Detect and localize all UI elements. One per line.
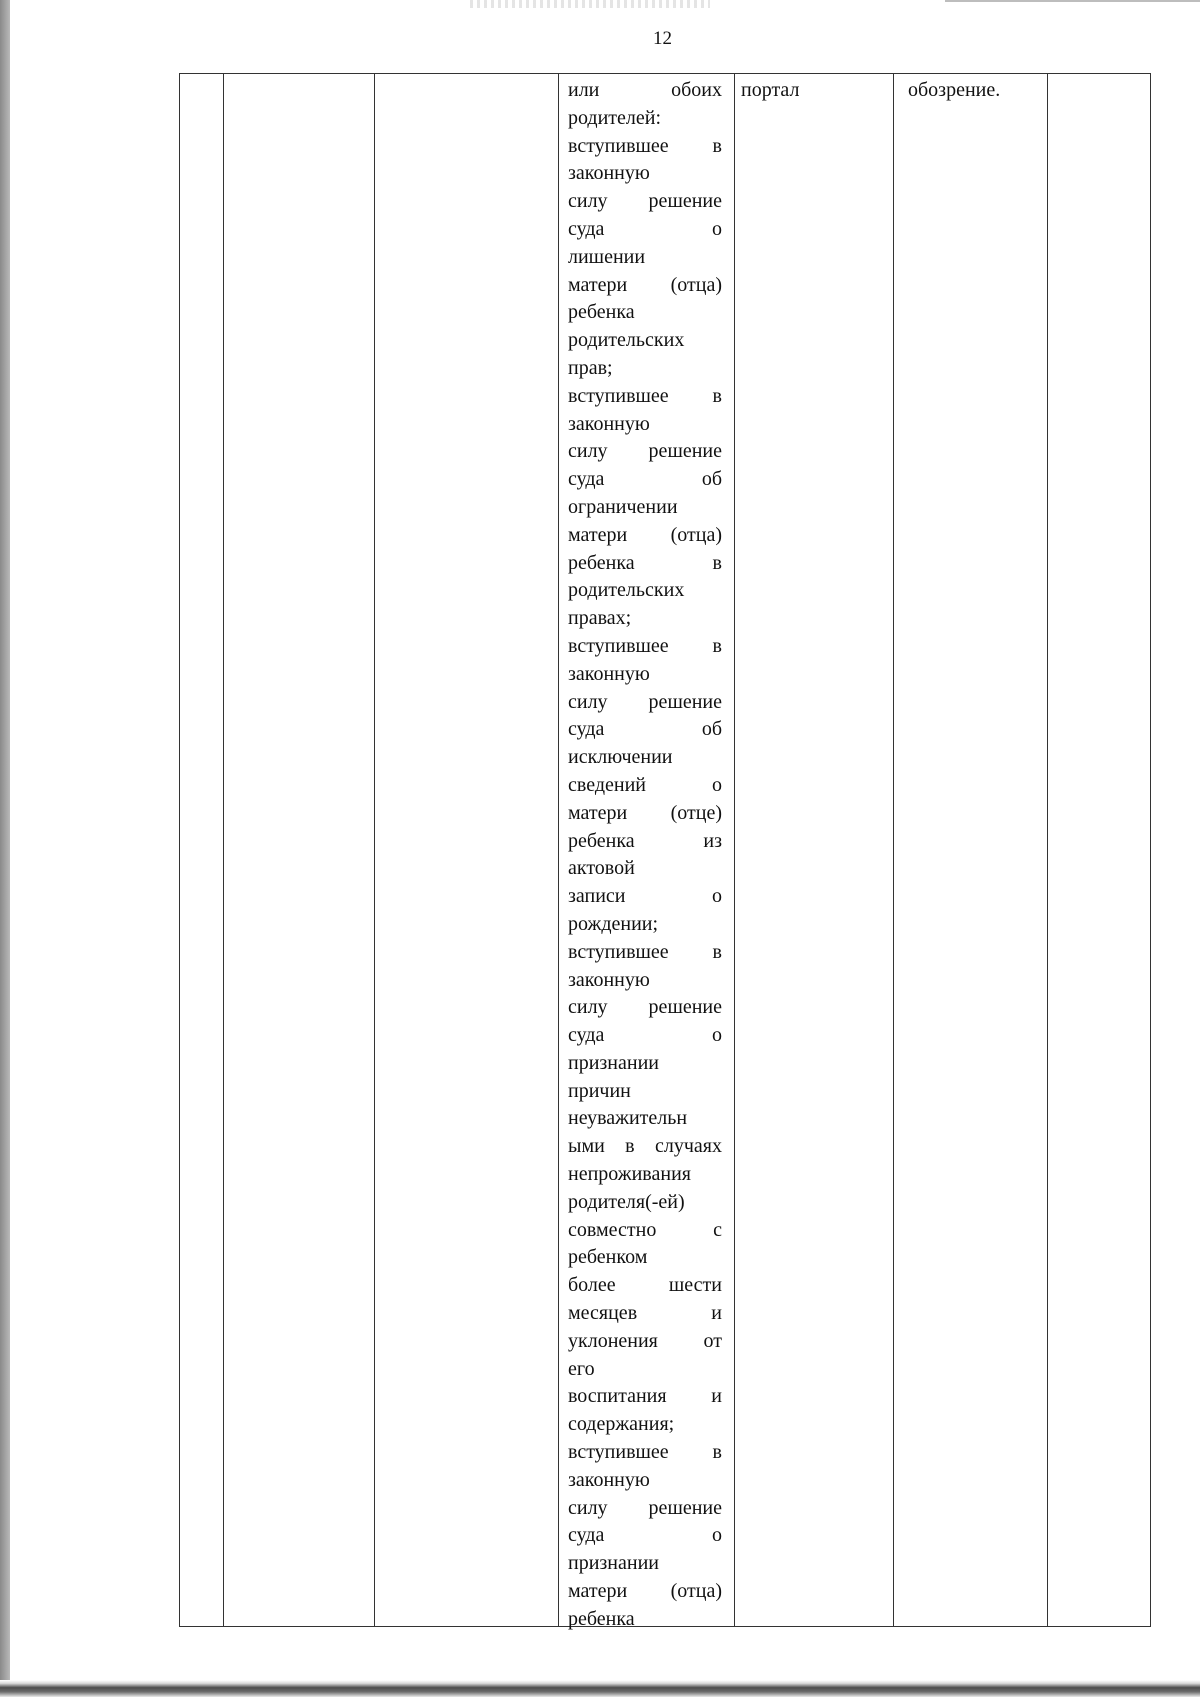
list-item: признании — [568, 1051, 659, 1074]
list-item: суда об — [568, 718, 722, 741]
list-item: более шести — [568, 1274, 722, 1297]
list-item: силу решение — [568, 440, 722, 463]
table-cell-review: обозрение. — [908, 79, 1001, 101]
scan-top-noise — [470, 0, 710, 8]
list-item: вступившее в — [568, 634, 722, 657]
list-item: ребенка из — [568, 829, 722, 852]
column-divider-2 — [374, 74, 375, 1626]
list-item: записи о — [568, 885, 722, 908]
list-item: лишении — [568, 245, 646, 268]
list-item: вступившее в — [568, 940, 722, 963]
list-item: ребенка в — [568, 551, 722, 574]
scan-bottom-edge — [0, 1680, 1200, 1697]
list-item: месяцев и — [568, 1302, 722, 1325]
column-divider-5 — [893, 74, 894, 1626]
page-number: 12 — [653, 28, 672, 49]
scan-left-edge — [0, 0, 10, 1697]
list-item: его — [568, 1357, 595, 1380]
list-item: силу решение — [568, 690, 722, 713]
list-item: содержания; — [568, 1413, 675, 1436]
list-item: законную — [568, 162, 650, 185]
list-item: причин — [568, 1079, 631, 1102]
list-item: суда о — [568, 217, 722, 240]
list-item: вступившее в — [568, 134, 722, 157]
table-cell-documents-list — [568, 77, 722, 1634]
list-item: родительских — [568, 329, 685, 352]
document-table — [179, 73, 1151, 1630]
list-item: сведений о — [568, 773, 722, 796]
list-item: законную — [568, 662, 650, 685]
list-item: матери (отца) — [568, 523, 722, 546]
list-item: родительских — [568, 579, 685, 602]
list-item: ребенком — [568, 1246, 648, 1269]
list-item: прав; — [568, 356, 613, 379]
list-item: законную — [568, 412, 650, 435]
list-item: матери (отца) — [568, 273, 722, 296]
list-item: силу решение — [568, 996, 722, 1019]
list-item: признании — [568, 1552, 659, 1575]
list-item: законную — [568, 968, 650, 991]
list-item: матери (отце) — [568, 801, 722, 824]
column-divider-6 — [1047, 74, 1048, 1626]
list-item: непроживания — [568, 1163, 691, 1186]
list-item: вступившее в — [568, 1441, 722, 1464]
list-item: законную — [568, 1468, 650, 1491]
list-item: силу решение — [568, 190, 722, 213]
list-item: воспитания и — [568, 1385, 722, 1408]
list-item: рождении; — [568, 912, 659, 935]
list-item: актовой — [568, 857, 635, 880]
list-item: неуважительн — [568, 1107, 688, 1130]
list-item: родителей: — [568, 106, 662, 129]
list-item: родителя(-ей) — [568, 1190, 685, 1213]
list-item: правах; — [568, 607, 632, 630]
list-item: или обоих — [568, 79, 722, 101]
list-item: ребенка — [568, 301, 635, 324]
list-item: ребенка — [568, 1607, 635, 1630]
list-item: ыми в случаях — [568, 1135, 722, 1158]
column-divider-1 — [223, 74, 224, 1626]
table-cell-portal: портал — [741, 79, 800, 101]
list-item: ограничении — [568, 495, 678, 518]
list-item: матери (отца) — [568, 1580, 722, 1603]
column-divider-4 — [734, 74, 735, 1626]
list-item: уклонения от — [568, 1329, 722, 1352]
list-item: суда об — [568, 468, 722, 491]
list-item: силу решение — [568, 1496, 722, 1519]
list-item: исключении — [568, 746, 673, 769]
list-item: суда о — [568, 1024, 722, 1047]
scan-top-line — [945, 0, 1200, 2]
list-item: совместно с — [568, 1218, 722, 1241]
list-item: суда о — [568, 1524, 722, 1547]
list-item: вступившее в — [568, 384, 722, 407]
column-divider-3 — [558, 74, 559, 1626]
